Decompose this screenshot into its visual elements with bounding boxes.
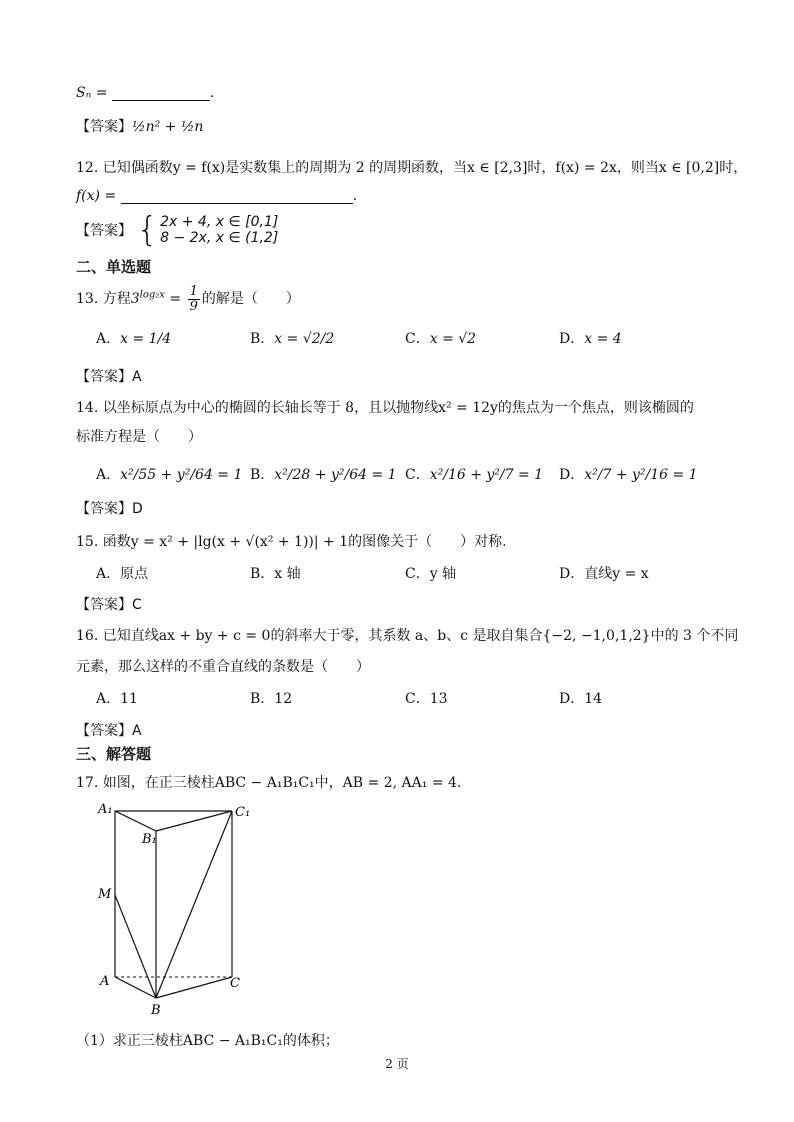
q16-answer-value: A [132, 723, 142, 739]
segment-c1b [156, 811, 232, 998]
q13-stem: 13. 方程$3^{log_2x}$ = $\frac{1}{9}$ 的解是（ ） [76, 284, 300, 314]
q17-text: 17. 如图，在正三棱柱ABC − A₁B₁C₁中，AB = 2, AA₁ = 4. [76, 775, 462, 791]
page-number: 2 页 [385, 1057, 409, 1071]
q17-sub1: （1）求正三棱柱ABC − A₁B₁C₁的体积； [76, 1033, 339, 1049]
q13-answer-value: A [132, 369, 142, 385]
q16-answer: 【答案】A [76, 723, 142, 739]
q14-line2: 标准方程是（ ） [76, 429, 202, 445]
q12-line2 [76, 187, 357, 204]
q12-answer [76, 210, 279, 250]
q14-answer-value: D [132, 501, 143, 517]
q16-option-a: A．11 [96, 691, 138, 707]
q16-option-d: D．14 [559, 691, 603, 707]
q11-answer [76, 116, 203, 136]
label-a1: A₁ [98, 802, 113, 817]
section-heading-single-choice: 二、单选题 [76, 258, 152, 276]
q15-text: 15. 函数y = x² + |lg(x + √(x² + 1))| + 1的图像关于（ ）对称. [76, 534, 507, 550]
piecewise-row-1: 2x + 4, x ∈ [0,1] [160, 213, 279, 230]
q13-eq-rhs: $\frac{1}{9}$ [189, 284, 198, 314]
q12-lhs: f(x) = [76, 188, 117, 204]
piecewise-row-2: 8 − 2x, x ∈ (1,2] [160, 230, 279, 246]
q12-end: . [352, 188, 358, 204]
label-m: M [98, 887, 112, 902]
q11-blank [112, 84, 210, 101]
q13-option-a: A．x = 1/4 [96, 331, 172, 347]
q14-option-b: B．x²/28 + y²/64 = 1 [250, 467, 397, 483]
q13-num: 13. [76, 291, 99, 308]
label-c: C [230, 976, 240, 991]
q13-eq-exp: log₂x [139, 289, 165, 301]
q14-option-d: D．x²/7 + y²/16 = 1 [559, 467, 698, 483]
answer-label: 【答案】 [76, 119, 132, 135]
q13-post: 的解是（ ） [201, 291, 300, 308]
q15-option-a: A．原点 [96, 566, 149, 582]
brace-icon: { [136, 210, 159, 250]
q12-blank [121, 187, 353, 204]
q16-line1: 16. 已知直线ax + by + c = 0的斜率大于零，其系数 a、b、c 是取自集合{−2, −1,0,1,2}中的 3 个不同 [76, 628, 739, 644]
prism-figure [90, 795, 260, 1020]
edge-ab [115, 977, 156, 998]
q16-line2: 元素，那么这样的不重合直线的条数是（ ） [76, 659, 370, 675]
label-a: A [100, 974, 110, 989]
q15-answer-value: C [132, 597, 142, 613]
q11-end: . [209, 85, 215, 101]
q14-option-c: C．x²/16 + y²/7 = 1 [405, 467, 544, 483]
q13-option-c: C．x = √2 [405, 331, 477, 347]
q15-option-b: B．x 轴 [250, 566, 301, 582]
q13-option-b: B．x = √2/2 [250, 331, 335, 347]
q16-option-c: C．13 [405, 691, 448, 707]
edge-bc [156, 977, 232, 998]
q14-line1: 14. 以坐标原点为中心的椭圆的长轴长等于 8，且以抛物线x² = 12y的焦点为一个焦点，则该椭圆的 [76, 400, 694, 416]
q14-option-a: A．x²/55 + y²/64 = 1 [96, 467, 243, 483]
q12-text: 12. 已知偶函数y = f(x)是实数集上的周期为 2 的周期函数，当x ∈ [2,3]时，f(x) = 2x，则当x ∈ [0,2]时， [76, 160, 748, 176]
answer-label: 【答案】 [76, 223, 132, 239]
q15-option-d: D．直线y = x [559, 566, 649, 582]
piecewise-brace [136, 210, 279, 250]
label-c1: C₁ [235, 805, 251, 820]
edge-a1b1 [115, 811, 156, 831]
q15-answer: 【答案】C [76, 597, 142, 613]
section-heading-solutions: 三、解答题 [76, 745, 152, 763]
q13-eq-base: 3 [130, 291, 140, 308]
segment-mb [115, 895, 156, 998]
q15-option-c: C．y 轴 [405, 566, 457, 582]
q13-answer: 【答案】A [76, 369, 142, 385]
q16-option-b: B．12 [250, 691, 293, 707]
q13-pre: 方程 [102, 291, 131, 308]
q11-answer-value: ½n² + ½n [132, 119, 204, 135]
q14-answer: 【答案】D [76, 501, 143, 517]
q11-lhs: Sₙ = [76, 85, 108, 101]
label-b1: B₁ [142, 832, 157, 847]
q11-line [76, 84, 214, 101]
q13-option-d: D．x = 4 [559, 331, 622, 347]
edge-b1c1 [156, 811, 232, 831]
label-b: B [151, 1003, 161, 1018]
